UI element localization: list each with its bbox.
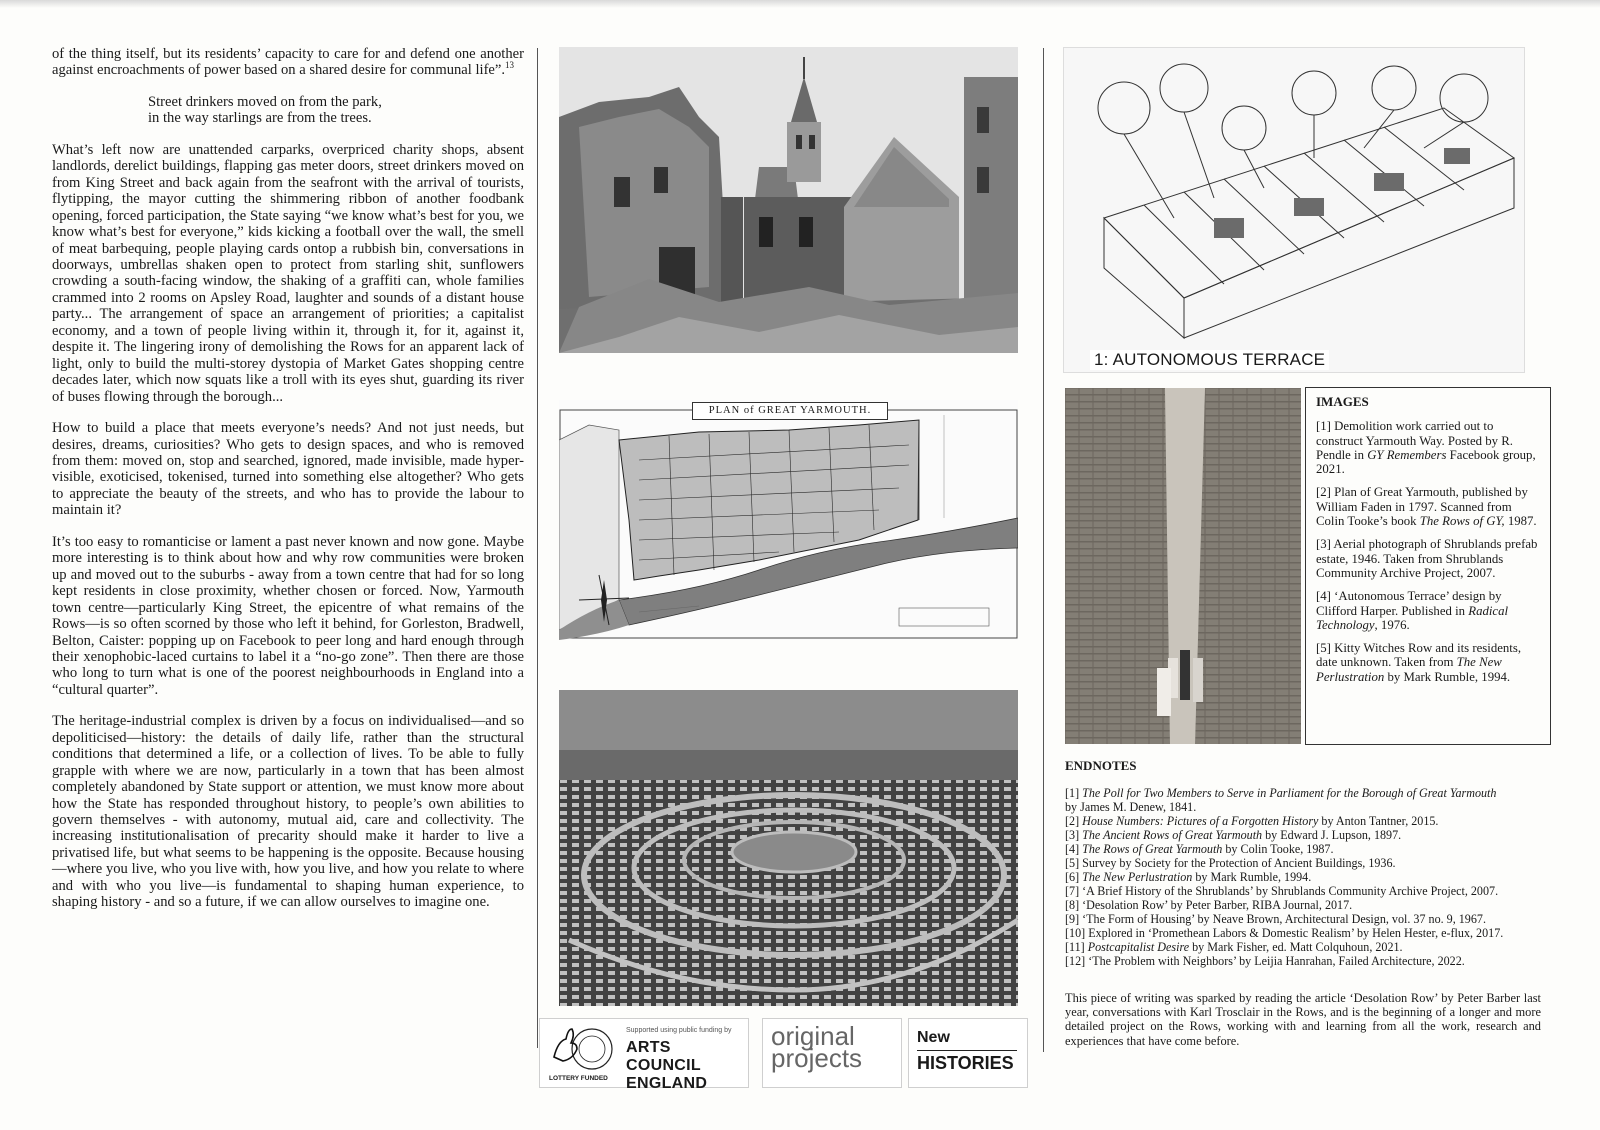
new-histories-top: New xyxy=(917,1029,950,1046)
endnote-item: [9] ‘The Form of Housing’ by Neave Brown, Architectural Design, vol. 37 no. 9, 1967. xyxy=(1065,912,1486,926)
images-heading: IMAGES xyxy=(1316,394,1369,409)
demolition-photo xyxy=(559,47,1018,353)
verse-line: Street drinkers moved on from the park, xyxy=(148,93,382,110)
paragraph: How to build a place that meets everyone’s needs? And not just needs, but desires, dreams, curiosities? Who gets to design spaces, and who is removed from them: moved on, stop and searched, ignored, made invisible, made hyper-visible, exoticised, tokenised, turned into something else altogether? Who gets to appreciate the beauty of the streets, and who has to provide the labour to maintain it? xyxy=(52,420,524,519)
endnote-item: [4] The Rows of Great Yarmouth by Colin Tooke, 1987. xyxy=(1065,842,1334,856)
scan-edge xyxy=(0,0,1600,8)
footnote-marker: 13 xyxy=(505,60,515,71)
endnote-item: [2] House Numbers: Pictures of a Forgotten History by Anton Tantner, 2015. xyxy=(1065,814,1439,828)
original-projects-wordmark: original projects xyxy=(771,1021,863,1073)
image-credits-box xyxy=(1305,387,1551,745)
paragraph: of the thing itself, but its residents’ capacity to care for and defend one another against encroachments of power based on a shared desire for communal life”.$^{13}$ xyxy=(52,46,524,79)
closing-note: This piece of writing was sparked by reading the article ‘Desolation Row’ by Peter Barber last year, conversations with Karl Trosclair in the Rows, and is the beginning of a longer and more detailed project on the Rows, working with and learning from all the work, research and experiences that have come before. xyxy=(1065,991,1541,1048)
kitty-witches-row-photo xyxy=(1065,388,1301,744)
new-histories-rule xyxy=(917,1050,1017,1051)
paragraph: What’s left now are unattended carparks, overpriced charity shops, absent landlords, derelict buildings, flapping gas meter doors, street drinkers moved on from King Street and back again from the seafront with the arrival of tourists, flytipping, the mayor cutting the shimmering ribbon of another foodbank opening, forced participation, the State saying “we know what’s best for you, we know what’s best for everyone,” kids kicking a football over the wall, the smell of meat barbequing, people playing cards ontop a rubbish bin, conversations in doorways, umbrellas shaken open to protect from starling shit, sunflowers crowding a south-facing window, the shaking of a graffiti can, whole families crammed into 2 rooms on Apsley Road, laughter and sounds of a distant house party... The arrangement of space an arrangement of priorities; a capitalist economy, and a town of people living within it, through it, for it, against it, despite it. The lingering irony of demolishing the Rows for an apparent lack of light, only to build the multi-storey dystopia of Market Gates shopping centre decades later, which now squats like a troll with its eyes shut, guarding its river of buses flowing through the borough... xyxy=(52,141,524,405)
lottery-hand-icon xyxy=(546,1023,616,1077)
original-projects-logo xyxy=(762,1018,902,1088)
lottery-arts-council-logo xyxy=(539,1018,749,1092)
image-credit: [1] Demolition work carried out to construct Yarmouth Way. Posted by R. Pendle in GY Remembers Facebook group, 2021. xyxy=(1316,419,1536,477)
new-histories-bottom: HISTORIES xyxy=(917,1053,1014,1073)
main-text-column xyxy=(52,46,524,926)
endnotes-list xyxy=(1065,786,1555,968)
map-great-yarmouth xyxy=(559,400,1018,640)
verse-line: in the way starlings are from the trees. xyxy=(148,110,372,127)
image-credit: [4] ‘Autonomous Terrace’ design by Clifford Harper. Published in Radical Technology, 1976. xyxy=(1316,589,1509,632)
endnote-item: [12] ‘The Problem with Neighbors’ by Leijia Hanrahan, Failed Architecture, 2022. xyxy=(1065,954,1465,968)
endnote-item: [7] ‘A Brief History of the Shrublands’ by Shrublands Community Archive Project, 2007. xyxy=(1065,884,1499,898)
paragraph: It’s too easy to romanticise or lament a past never known and now gone. Maybe more interesting is to think about how and why row communities were broken up and moved out to the suburbs - away from a town centre that had for so long kept residents in close proximity, whether chosen or forced. Now, Yarmouth town centre—particularly King Street, the epicentre of what remains of the Rows—is so often scorned by those who left it behind, for Gorleston, Bradwell, Belton, Caister: popping up on Facebook to peer long and hard enough through their xenophobic-laced curtains to label it a “no-go zone”. Then there are those who long to turn what is one of the poorest neighbourhoods in England into a “cultural quarter”. xyxy=(52,533,524,698)
endnote-item: [11] Postcapitalist Desire by Mark Fisher, ed. Matt Colquhoun, 2021. xyxy=(1065,940,1403,954)
verse xyxy=(52,94,524,127)
endnotes-section xyxy=(1065,759,1555,968)
image-credit: [3] Aerial photograph of Shrublands prefab estate, 1946. Taken from Shrublands Community Archive Project, 2007. xyxy=(1316,537,1538,580)
figure-caption: 1: AUTONOMOUS TERRACE xyxy=(1090,350,1329,370)
image-credit: [2] Plan of Great Yarmouth, published by William Faden in 1797. Scanned from Colin Tooke’s book The Rows of GY, 1987. xyxy=(1316,485,1537,529)
endnote-item: [6] The New Perlustration by Mark Rumble, 1994. xyxy=(1065,870,1312,884)
column-divider xyxy=(1043,48,1044,1052)
ace-support-text: Supported using public funding by xyxy=(626,1027,732,1034)
endnote-item: [3] The Ancient Rows of Great Yarmouth by Edward J. Lupson, 1897. xyxy=(1065,828,1402,842)
endnote-item: [10] Explored in ‘Promethean Labors & Domestic Realism’ by Helen Hester, e-flux, 2017. xyxy=(1065,926,1504,940)
endnote-item: [1] The Poll for Two Members to Serve in Parliament for the Borough of Great Yarmouth xyxy=(1065,786,1497,800)
column-divider xyxy=(537,48,538,1048)
endnote-item: [8] ‘Desolation Row’ by Peter Barber, RIBA Journal, 2017. xyxy=(1065,898,1353,912)
arts-council-england-wordmark: ARTS COUNCIL ENGLAND xyxy=(626,1039,708,1092)
endnote-item: by James M. Denew, 1841. xyxy=(1065,800,1197,814)
autonomous-terrace-illustration xyxy=(1063,47,1525,373)
map-title: PLAN of GREAT YARMOUTH. xyxy=(692,402,888,420)
lottery-funded-label: LOTTERY FUNDED xyxy=(549,1075,608,1082)
image-credit: [5] Kitty Witches Row and its residents, date unknown. Taken from The New Perlustration by Mark Rumble, 1994. xyxy=(1316,641,1522,684)
aerial-photo-shrublands xyxy=(559,690,1018,1006)
paragraph: The heritage-industrial complex is driven by a focus on individualised—and so depoliticised—history: the details of daily life, rather than the structural conditions that determined a life, or a collection of lives. To be able to fully grapple with where we are now, particularly in a town that has been almost completely abandoned by State support or attention, we must know more about how the State has responded throughout history, to people’s own abilities to govern themselves - with autonomy, mutual aid, care and collectivity. The increasing institutionalisation of precarity should make it harder to live a privatised life, but what seems to be happening is the opposite. Because housing—where you live, who you live with, how you live, and how you relate to where and with who you live—is fundamental to shaping human experience, to shaping history - and so a future, if we can allow ourselves to imagine one. xyxy=(52,713,524,911)
new-histories-logo xyxy=(908,1018,1028,1088)
endnotes-heading: ENDNOTES xyxy=(1065,758,1137,773)
endnote-item: [5] Survey by Society for the Protection of Ancient Buildings, 1936. xyxy=(1065,856,1396,870)
